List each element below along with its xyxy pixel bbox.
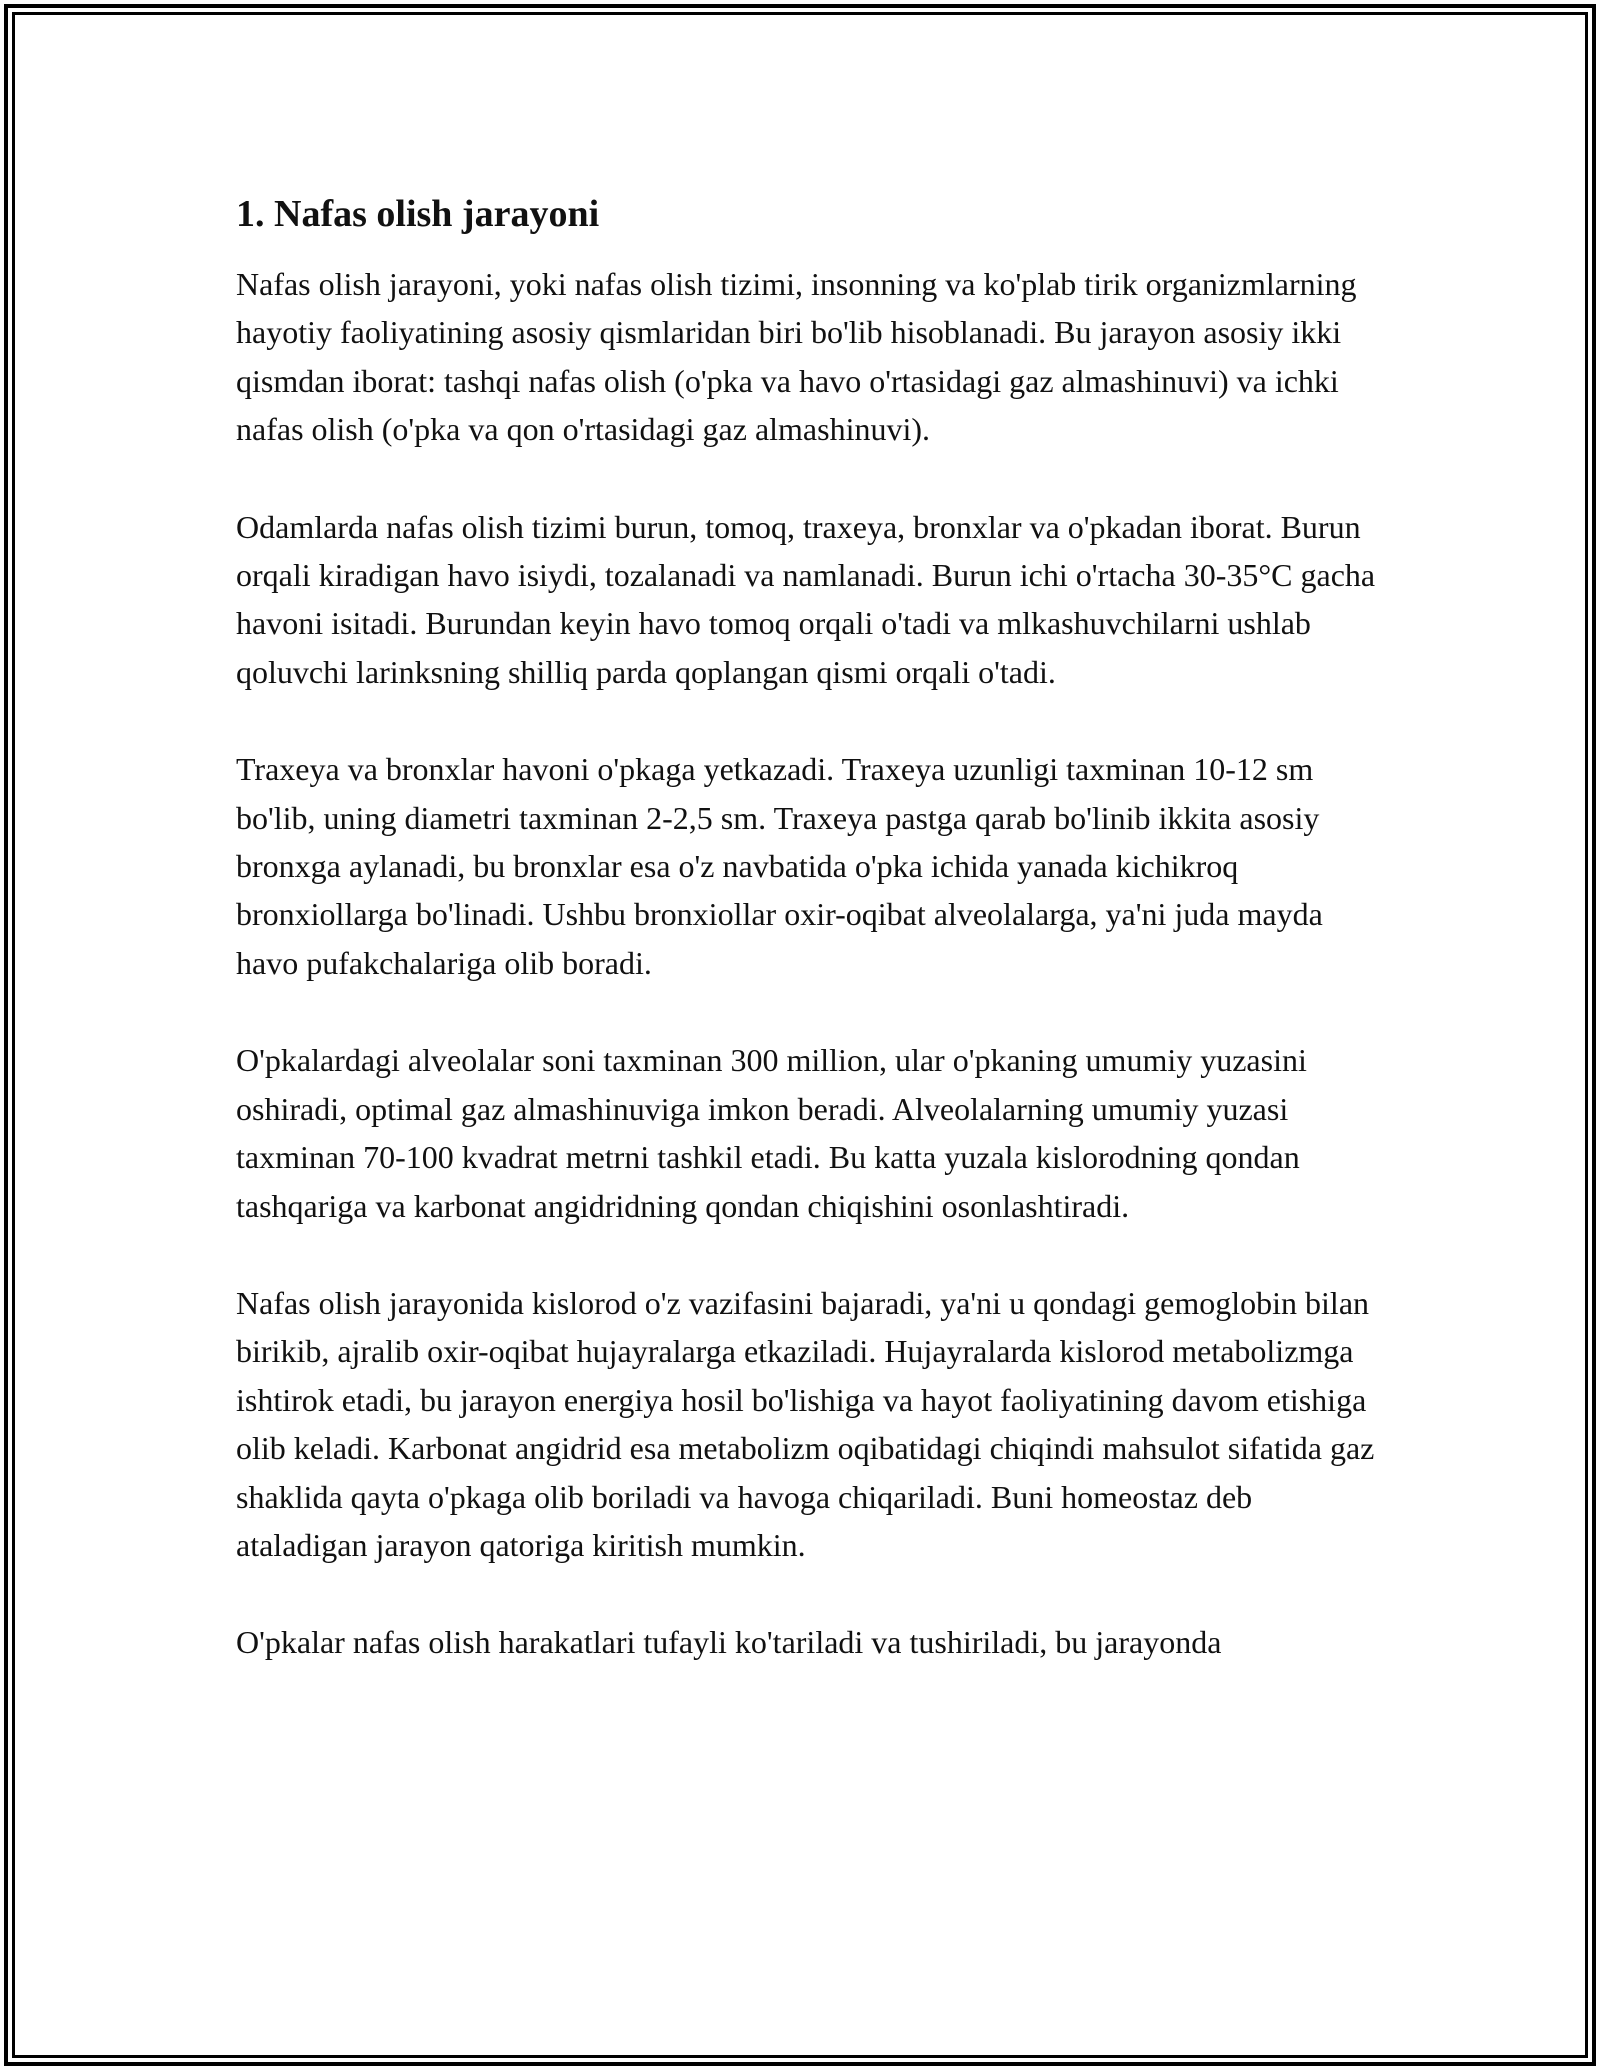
paragraph-5: Nafas olish jarayonida kislorod o'z vazifasini bajaradi, ya'ni u qondagi gemoglobin bilan birikib, ajralib oxir-oqibat hujayralarga etkaziladi. Hujayralarda kislorod metabolizmga ishtirok etadi, bu jarayon energiya hosil bo'lishiga va hayot faoliyatining davom etishiga olib keladi. Karbonat angidrid esa metabolizm oqibatidagi chiqindi mahsulot sifatida gaz shaklida qayta o'pkaga olib boriladi va havoga chiqariladi. Buni homeostaz deb ataladigan jarayon qatoriga kiritish mumkin. (236, 1284, 1375, 1563)
section-heading: 1. Nafas olish jarayoni (236, 193, 600, 235)
paragraph-6: O'pkalar nafas olish harakatlari tufayli ko'tariladi va tushiriladi, bu jarayonda (236, 1624, 1222, 1661)
paragraph-1: Nafas olish jarayoni, yoki nafas olish tizimi, insonning va ko'plab tirik organizmlarning hayotiy faoliyatining asosiy qismlaridan biri bo'lib hisoblanadi. Bu jarayon asosiy ikki qismdan iborat: tashqi nafas olish (o'pka va havo o'rtasidagi gaz almashinuvi) va ichki nafas olish (o'pka va qon o'rtasidagi gaz almashinuvi). (236, 266, 1357, 448)
paragraph-2: Odamlarda nafas olish tizimi burun, tomoq, traxeya, bronxlar va o'pkadan iborat. Burun orqali kiradigan havo isiydi, tozalanadi va namlanadi. Burun ichi o'rtacha 30-35°C gacha havoni isitadi. Burundan keyin havo tomoq orqali o'tadi va mlkashuvchilarni ushlab qoluvchi larinksning shilliq parda qoplangan qismi orqali o'tadi. (236, 508, 1376, 690)
paragraph-3: Traxeya va bronxlar havoni o'pkaga yetkazadi. Traxeya uzunligi taxminan 10-12 sm bo'lib, uning diametri taxminan 2-2,5 sm. Traxeya pastga qarab bo'linib ikkita asosiy bronxga aylanadi, bu bronxlar esa o'z navbatida o'pka ichida yanada kichikroq bronxiollarga bo'linadi. Ushbu bronxiollar oxir-oqibat alveolalarga, ya'ni juda mayda havo pufakchalariga olib boradi. (236, 751, 1323, 981)
document-body (236, 186, 1376, 1716)
paragraph-4: O'pkalardagi alveolalar soni taxminan 300 million, ular o'pkaning umumiy yuzasini oshiradi, optimal gaz almashinuviga imkon beradi. Alveolalarning umumiy yuzasi taxminan 70-100 kvadrat metrni tashkil etadi. Bu katta yuzala kislorodning qondan tashqariga va karbonat angidridning qondan chiqishini osonlashtiradi. (236, 1042, 1307, 1224)
